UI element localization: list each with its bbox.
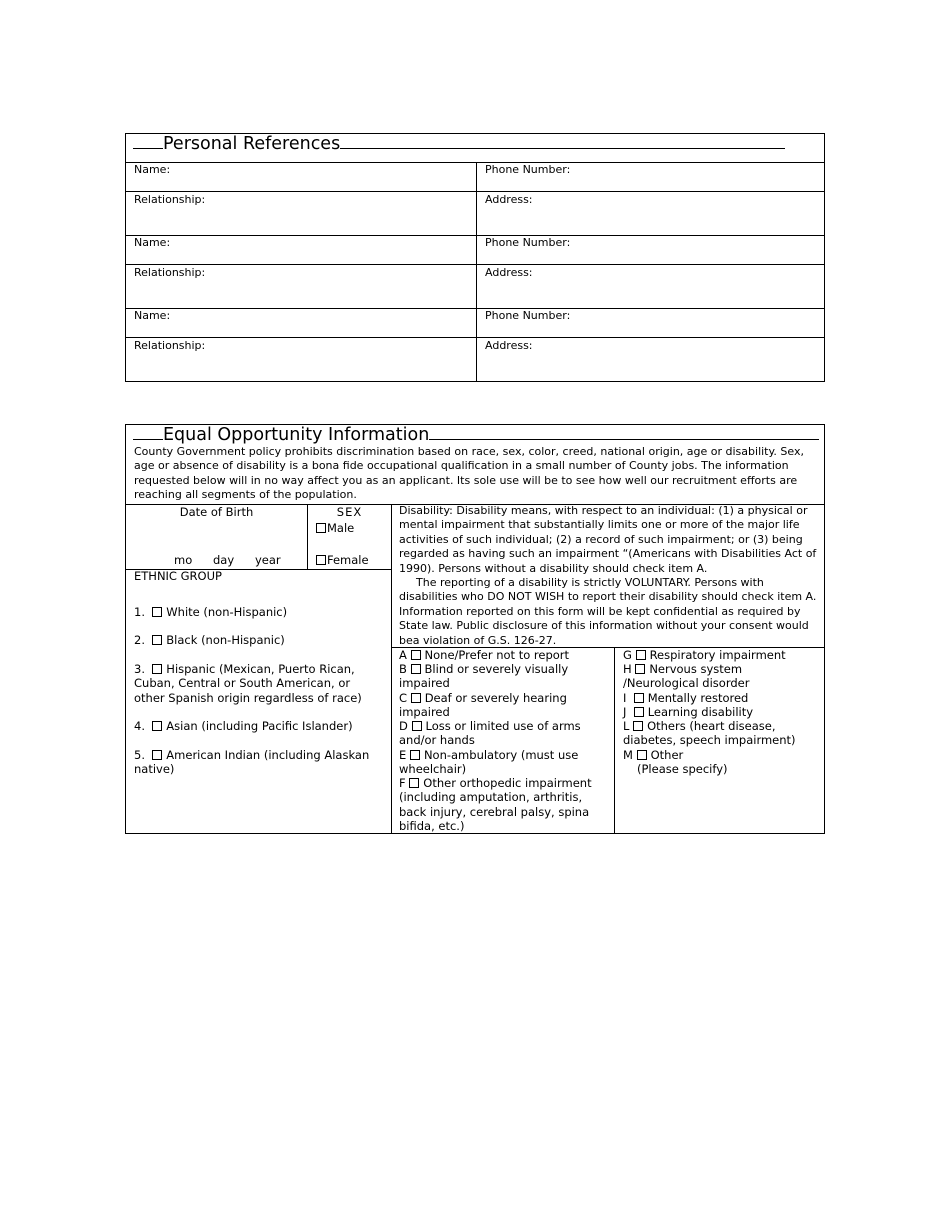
eeo-title: Equal Opportunity Information — [133, 425, 819, 445]
eeo-policy-text: County Government policy prohibits discrimination based on race, sex, color, creed, national origin, age or disability. Sex, age or absence of disability is a bona fide occupational qualification in a small number of County jobs. The information requested below will in no way affect you as an applicant. Its sole use will be to see how well our recruitment efforts are reaching all segments of the population. — [134, 445, 804, 502]
dob-year-field[interactable]: year — [255, 553, 281, 567]
disability-option-i[interactable]: I Mentally restored — [623, 691, 749, 705]
dob-day-field[interactable]: day — [213, 553, 235, 567]
ref2-phone-field[interactable]: Phone Number: — [485, 236, 571, 249]
disability-option-m[interactable]: M Other — [623, 748, 684, 762]
dob-label: Date of Birth — [179, 505, 254, 519]
ethnic-3-checkbox[interactable] — [152, 664, 162, 674]
sex-male-option[interactable]: Male — [316, 521, 354, 535]
disability-h-checkbox[interactable] — [635, 664, 645, 674]
disability-g-checkbox[interactable] — [636, 650, 646, 660]
ethnic-1-checkbox[interactable] — [152, 607, 162, 617]
disability-option-g[interactable]: G Respiratory impairment — [623, 648, 786, 662]
sex-female-option[interactable]: Female — [316, 553, 369, 567]
ethnic-option-4[interactable]: 4. Asian (including Pacific Islander) — [134, 719, 353, 733]
disability-l-checkbox[interactable] — [633, 721, 643, 731]
ref1-phone-field[interactable]: Phone Number: — [485, 163, 571, 176]
disability-d-checkbox[interactable] — [412, 721, 422, 731]
disability-option-f[interactable]: F Other orthopedic impairment (including amputation, arthritis, back injury, cerebral palsy, spina bifida, etc.) — [399, 776, 592, 834]
disability-option-h[interactable]: H Nervous system /Neurological disorder — [623, 662, 750, 691]
personal-references-section — [125, 133, 825, 382]
disability-definition-text: Disability: Disability means, with respect to an individual: (1) a physical or mental impairment that substantially limits one or more of the major life activities of such individual; (2) a record of such impairment; or (3) being regarded as having such an impairment “(Americans with Disabilities Act of 1990). Persons without a disability should check item A. — [399, 504, 817, 575]
ethnic-group-label: ETHNIC GROUP — [134, 569, 222, 583]
disability-other-specify[interactable]: (Please specify) — [637, 762, 728, 776]
disability-option-d[interactable]: D Loss or limited use of arms and/or hands — [399, 719, 581, 748]
ethnic-option-1[interactable]: 1. White (non-Hispanic) — [134, 605, 288, 619]
ref3-name-field[interactable]: Name: — [134, 309, 171, 322]
disability-option-e[interactable]: E Non-ambulatory (must use wheelchair) — [399, 748, 579, 777]
disability-i-checkbox[interactable] — [634, 693, 644, 703]
ref1-relationship-field[interactable]: Relationship: — [134, 193, 206, 206]
disability-voluntary-text: The reporting of a disability is strictly VOLUNTARY. Persons with disabilities who DO NOT WISH to report their disability should check item A. Information reported on this form will be kept confidential as required by State law. Public disclosure of this information without your consent would bea violation of G.S. 126-27. — [399, 576, 817, 647]
disability-b-checkbox[interactable] — [411, 664, 421, 674]
ethnic-2-checkbox[interactable] — [152, 635, 162, 645]
ethnic-4-checkbox[interactable] — [152, 721, 162, 731]
ref2-address-field[interactable]: Address: — [485, 266, 533, 279]
disability-option-j[interactable]: J Learning disability — [623, 705, 754, 719]
ethnic-option-5[interactable]: 5. American Indian (including Alaskan native) — [134, 748, 370, 777]
female-checkbox[interactable] — [316, 555, 326, 565]
disability-j-checkbox[interactable] — [634, 707, 644, 717]
ethnic-option-3[interactable]: 3. Hispanic (Mexican, Puerto Rican, Cuban, Central or South American, or other Spanish origin regardless of race) — [134, 662, 362, 705]
ethnic-5-checkbox[interactable] — [152, 750, 162, 760]
references-title: Personal References — [133, 134, 785, 154]
ref2-relationship-field[interactable]: Relationship: — [134, 266, 206, 279]
ref3-relationship-field[interactable]: Relationship: — [134, 339, 206, 352]
disability-option-a[interactable]: A None/Prefer not to report — [399, 648, 570, 662]
ref3-phone-field[interactable]: Phone Number: — [485, 309, 571, 322]
disability-f-checkbox[interactable] — [409, 778, 419, 788]
disability-m-checkbox[interactable] — [637, 750, 647, 760]
ethnic-option-2[interactable]: 2. Black (non-Hispanic) — [134, 633, 285, 647]
dob-month-field[interactable]: mo — [174, 553, 193, 567]
male-checkbox[interactable] — [316, 523, 326, 533]
ref3-address-field[interactable]: Address: — [485, 339, 533, 352]
disability-option-c[interactable]: C Deaf or severely hearing impaired — [399, 691, 567, 720]
sex-label: SEX — [336, 505, 363, 519]
disability-option-l[interactable]: L Others (heart disease, diabetes, speech impairment) — [623, 719, 796, 748]
disability-a-checkbox[interactable] — [411, 650, 421, 660]
disability-option-b[interactable]: B Blind or severely visually impaired — [399, 662, 569, 691]
ref2-name-field[interactable]: Name: — [134, 236, 171, 249]
ref1-name-field[interactable]: Name: — [134, 163, 171, 176]
disability-e-checkbox[interactable] — [410, 750, 420, 760]
ref1-address-field[interactable]: Address: — [485, 193, 533, 206]
disability-c-checkbox[interactable] — [411, 693, 421, 703]
